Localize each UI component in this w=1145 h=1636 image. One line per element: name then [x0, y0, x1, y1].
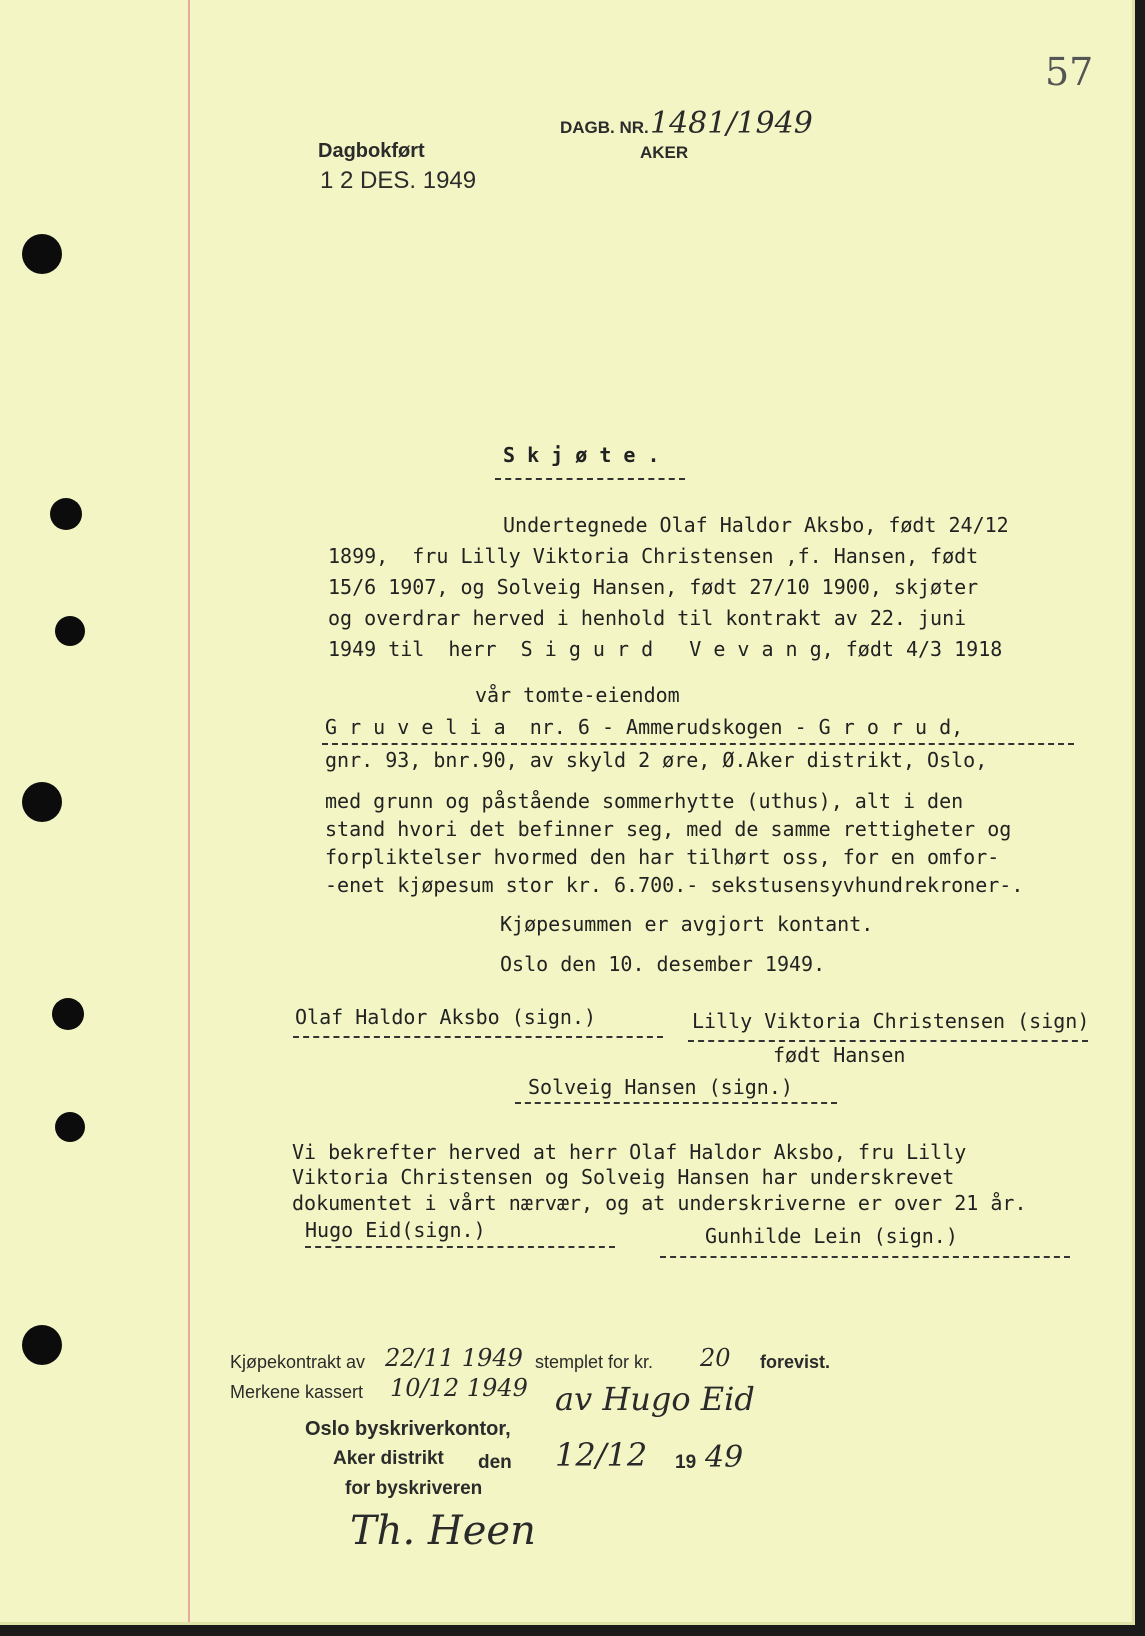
office-name: Oslo byskriverkontor, — [305, 1418, 511, 1440]
page-number: 57 — [1045, 50, 1094, 94]
office-stamp-text: stemplet for kr. — [535, 1352, 654, 1372]
punch-hole — [22, 782, 62, 822]
office-stamp-text: forevist. — [760, 1352, 831, 1372]
body-line: 1949 til herr S i g u r d V e v a n g, født 4/3 1918 — [328, 637, 1003, 661]
margin-line — [188, 0, 190, 1622]
office-stamp-text: for byskriveren — [345, 1478, 483, 1499]
witness-line: dokumentet i vårt nærvær, og at underskriverne er over 21 år. — [292, 1191, 1027, 1215]
office-stamp-text: Aker distrikt — [333, 1448, 444, 1469]
witness-line: Vi bekrefter herved at herr Olaf Haldor Aksbo, fru Lilly — [292, 1140, 967, 1164]
punch-hole — [55, 616, 85, 646]
district-label: AKER — [640, 143, 689, 162]
body-line: Oslo den 10. desember 1949. — [500, 952, 826, 976]
office-stamp-handwritten: av Hugo Eid — [555, 1380, 755, 1418]
body-line: 1899, fru Lilly Viktoria Christensen ,f. Hansen, født — [328, 544, 979, 568]
signature-hansen: Solveig Hansen (sign.) — [528, 1075, 793, 1099]
signature-christensen-note: født Hansen — [773, 1043, 906, 1067]
witness-line-underline — [660, 1256, 1070, 1258]
body-line: 15/6 1907, og Solveig Hansen, født 27/10 1900, skjøter — [328, 575, 979, 599]
punch-hole — [52, 998, 84, 1030]
body-line: forpliktelser hvormed den har tilhørt oss, for en omfor- — [325, 845, 1000, 869]
punch-hole — [50, 498, 82, 530]
handwritten-signature: Th. Heen — [350, 1508, 536, 1554]
witness-eid: Hugo Eid(sign.) — [305, 1218, 486, 1242]
body-line: gnr. 93, bnr.90, av skyld 2 øre, Ø.Aker distrikt, Oslo, — [325, 748, 988, 772]
registered-stamp-date: 1 2 DES. 1949 — [320, 167, 477, 194]
signature-line — [515, 1102, 837, 1104]
body-line: G r u v e l i a nr. 6 - Ammerudskogen - G r o r u d, — [325, 715, 964, 739]
office-stamp-text: Kjøpekontrakt av — [230, 1352, 366, 1372]
office-stamp-handwritten: 49 — [705, 1440, 744, 1475]
body-line: vår tomte-eiendom — [475, 683, 680, 707]
document-title: S k j ø t e . — [503, 443, 660, 467]
signature-line — [688, 1040, 1088, 1042]
office-stamp-handwritten: 12/12 — [555, 1436, 648, 1474]
office-stamp-handwritten: 22/11 1949 — [385, 1344, 523, 1372]
signature-line — [293, 1036, 663, 1038]
office-stamp-text: Merkene kassert — [230, 1382, 364, 1402]
punch-hole — [55, 1112, 85, 1142]
dagb-number: 1481/1949 — [650, 106, 813, 141]
body-line: -enet kjøpesum stor kr. 6.700.- sekstusensyvhundrekroner-. — [325, 873, 1024, 897]
property-underline — [322, 743, 1074, 745]
punch-hole — [22, 234, 62, 274]
signature-christensen: Lilly Viktoria Christensen (sign) — [692, 1009, 1090, 1033]
title-underline — [495, 478, 685, 480]
punch-hole — [22, 1325, 62, 1365]
dagb-label: DAGB. NR. — [560, 118, 649, 137]
office-stamp-handwritten: 10/12 1949 — [390, 1374, 528, 1402]
office-stamp-text: den — [478, 1452, 512, 1473]
body-line: med grunn og påstående sommerhytte (uthus), alt i den — [325, 789, 964, 813]
office-stamp-text: 19 — [675, 1452, 697, 1473]
body-line: stand hvori det befinner seg, med de samme rettigheter og — [325, 817, 1012, 841]
body-line: Undertegnede Olaf Haldor Aksbo, født 24/12 — [503, 513, 1009, 537]
witness-line: Viktoria Christensen og Solveig Hansen har underskrevet — [292, 1165, 955, 1189]
witness-line-underline — [305, 1246, 615, 1248]
registered-stamp-label: Dagbokført — [318, 140, 425, 162]
body-line: og overdrar herved i henhold til kontrakt av 22. juni — [328, 606, 967, 630]
witness-lein: Gunhilde Lein (sign.) — [705, 1224, 958, 1248]
signature-aksbo: Olaf Haldor Aksbo (sign.) — [295, 1005, 597, 1029]
body-line: Kjøpesummen er avgjort kontant. — [500, 912, 874, 936]
office-stamp-handwritten: 20 — [700, 1344, 731, 1372]
